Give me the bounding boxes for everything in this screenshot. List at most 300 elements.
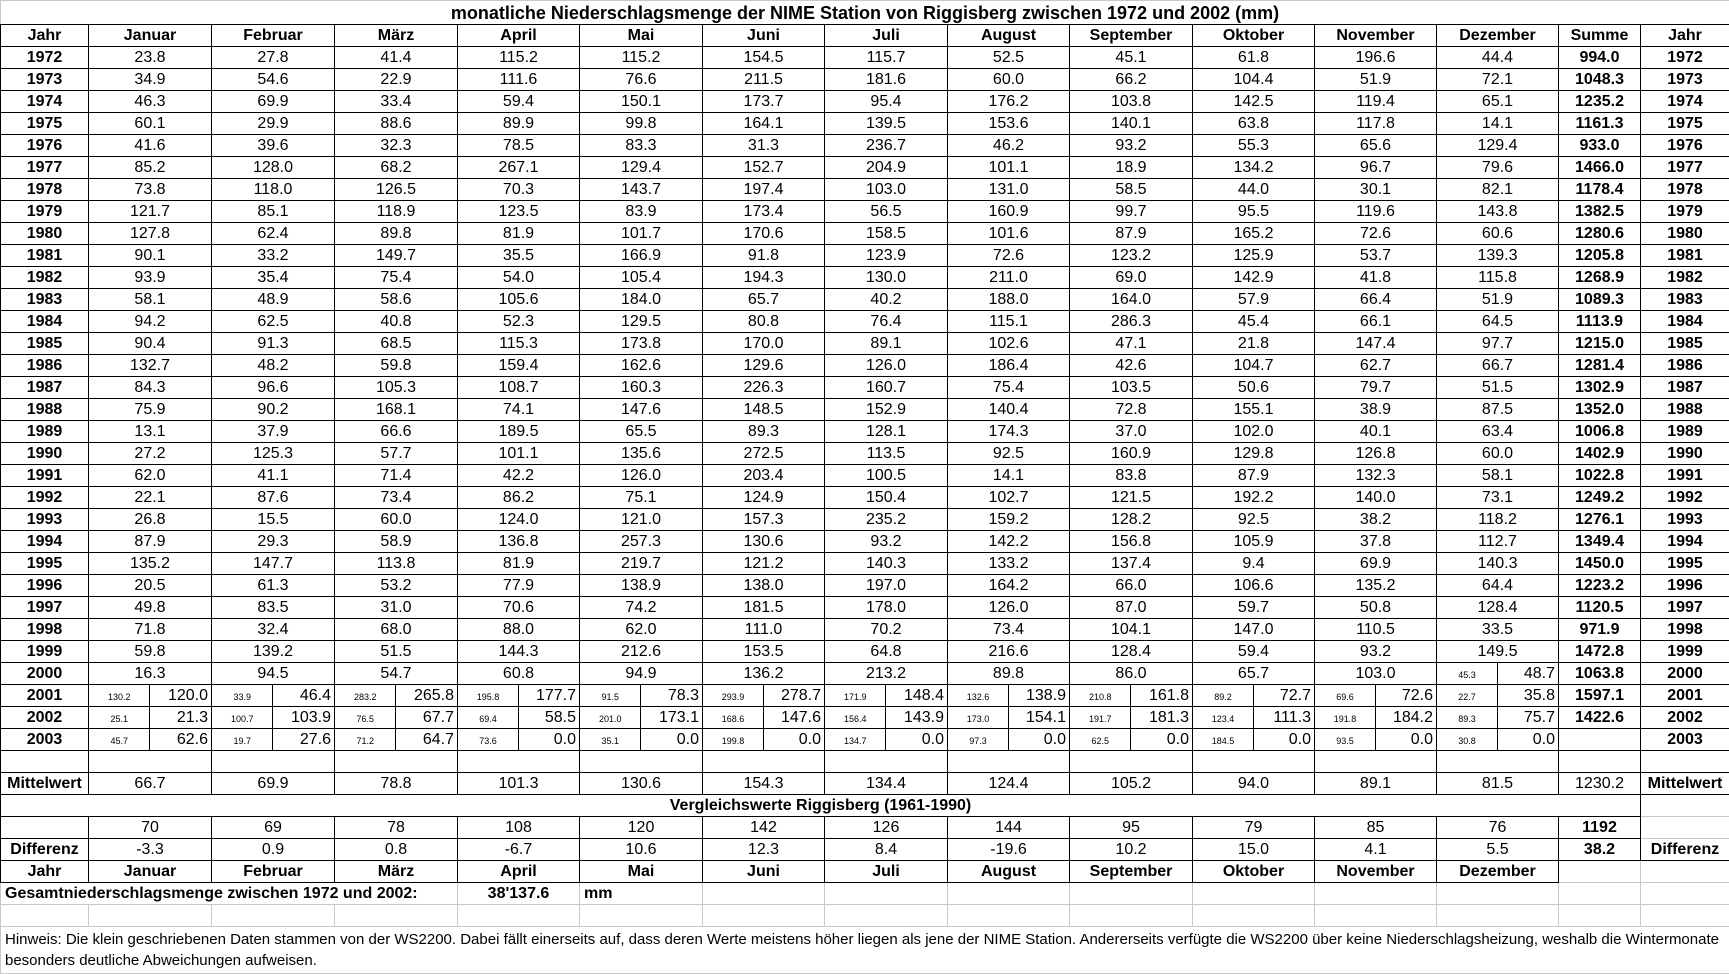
value-cell[interactable]: 26.8 <box>89 509 212 531</box>
empty-cell[interactable] <box>1437 905 1559 927</box>
value-cell[interactable]: 140.4 <box>948 399 1070 421</box>
value-cell[interactable]: 64.5 <box>1437 311 1559 333</box>
value-cell[interactable]: 54.7 <box>335 663 458 685</box>
difference-cell[interactable]: 0.8 <box>335 839 458 861</box>
empty-cell[interactable] <box>1641 817 1729 839</box>
value-cell[interactable]: 105.3 <box>335 377 458 399</box>
value-cell[interactable]: 118.2 <box>1437 509 1559 531</box>
value-cell[interactable]: 129.8 <box>1193 443 1315 465</box>
value-cell[interactable]: 159.2 <box>948 509 1070 531</box>
value-cell[interactable]: 101.1 <box>948 157 1070 179</box>
value-cell[interactable]: 96.7 <box>1315 157 1437 179</box>
value-cell[interactable]: 105.6 <box>458 289 580 311</box>
value-cell[interactable]: 131.0 <box>948 179 1070 201</box>
reference-cell[interactable]: 142 <box>703 817 825 839</box>
empty-cell[interactable] <box>1 905 89 927</box>
sum-cell[interactable]: 1450.0 <box>1559 553 1641 575</box>
value-cell[interactable]: 9.4 <box>1193 553 1315 575</box>
value-cell[interactable]: 13.1 <box>89 421 212 443</box>
value-cell[interactable]: 103.8 <box>1070 91 1193 113</box>
value-cell[interactable]: 90.1 <box>89 245 212 267</box>
value-cell[interactable]: 128.4 <box>1437 597 1559 619</box>
value-cell[interactable]: 164.2 <box>948 575 1070 597</box>
year-cell[interactable]: 1973 <box>1 69 89 91</box>
value-cell[interactable]: 128.0 <box>212 157 335 179</box>
empty-cell[interactable] <box>89 905 212 927</box>
value-cell[interactable]: 135.6 <box>580 443 703 465</box>
value-cell[interactable]: 65.7 <box>703 289 825 311</box>
split-value-cell[interactable] <box>948 685 1070 707</box>
value-cell[interactable]: 37.9 <box>212 421 335 443</box>
value-cell[interactable]: 59.8 <box>89 641 212 663</box>
value-cell[interactable]: 132.7 <box>89 355 212 377</box>
value-cell[interactable]: 62.4 <box>212 223 335 245</box>
value-cell[interactable]: 60.0 <box>1437 443 1559 465</box>
value-cell[interactable]: 119.4 <box>1315 91 1437 113</box>
sum-cell[interactable]: 971.9 <box>1559 619 1641 641</box>
value-cell[interactable]: 47.1 <box>1070 333 1193 355</box>
year-cell[interactable]: 1980 <box>1641 223 1729 245</box>
value-cell[interactable]: 89.3 <box>703 421 825 443</box>
value-cell[interactable]: 51.5 <box>1437 377 1559 399</box>
value-cell[interactable]: 31.0 <box>335 597 458 619</box>
value-cell[interactable]: 22.9 <box>335 69 458 91</box>
split-value-cell[interactable] <box>89 707 212 729</box>
value-cell[interactable]: 83.3 <box>580 135 703 157</box>
value-cell[interactable]: 267.1 <box>458 157 580 179</box>
split-value-cell[interactable] <box>580 707 703 729</box>
value-cell[interactable]: 152.9 <box>825 399 948 421</box>
mean-cell[interactable]: 94.0 <box>1193 773 1315 795</box>
mean-cell[interactable]: 101.3 <box>458 773 580 795</box>
value-cell[interactable]: 40.1 <box>1315 421 1437 443</box>
value-cell[interactable]: 96.6 <box>212 377 335 399</box>
value-cell[interactable]: 45.1 <box>1070 47 1193 69</box>
value-cell[interactable]: 42.6 <box>1070 355 1193 377</box>
year-cell[interactable]: 1982 <box>1 267 89 289</box>
value-cell[interactable]: 130.6 <box>703 531 825 553</box>
year-cell[interactable]: 2002 <box>1641 707 1729 729</box>
sum-cell[interactable]: 1466.0 <box>1559 157 1641 179</box>
reference-cell[interactable]: 69 <box>212 817 335 839</box>
value-cell[interactable]: 65.7 <box>1193 663 1315 685</box>
value-cell[interactable]: 111.0 <box>703 619 825 641</box>
difference-cell[interactable]: 0.9 <box>212 839 335 861</box>
value-cell[interactable]: 159.4 <box>458 355 580 377</box>
empty-cell[interactable] <box>1559 905 1641 927</box>
value-cell[interactable]: 140.3 <box>825 553 948 575</box>
empty-cell[interactable] <box>1 817 89 839</box>
year-cell[interactable]: 1987 <box>1 377 89 399</box>
value-cell[interactable]: 72.6 <box>1315 223 1437 245</box>
value-cell[interactable]: 56.5 <box>825 201 948 223</box>
value-cell[interactable]: 60.1 <box>89 113 212 135</box>
value-cell[interactable]: 77.9 <box>458 575 580 597</box>
value-cell[interactable]: 55.3 <box>1193 135 1315 157</box>
difference-cell[interactable]: -19.6 <box>948 839 1070 861</box>
split-value-cell[interactable] <box>1315 729 1437 751</box>
value-cell[interactable]: 72.8 <box>1070 399 1193 421</box>
year-cell[interactable]: 1984 <box>1 311 89 333</box>
mean-cell[interactable]: 78.8 <box>335 773 458 795</box>
empty-cell[interactable] <box>1070 751 1193 773</box>
year-cell[interactable]: 1981 <box>1641 245 1729 267</box>
year-cell[interactable]: 1995 <box>1 553 89 575</box>
value-cell[interactable]: 94.2 <box>89 311 212 333</box>
sum-cell[interactable]: 1089.3 <box>1559 289 1641 311</box>
sum-cell[interactable]: 1120.5 <box>1559 597 1641 619</box>
year-cell[interactable]: 1982 <box>1641 267 1729 289</box>
sum-cell[interactable]: 1268.9 <box>1559 267 1641 289</box>
empty-cell[interactable] <box>1641 751 1729 773</box>
value-cell[interactable]: 75.4 <box>335 267 458 289</box>
mean-cell[interactable]: 81.5 <box>1437 773 1559 795</box>
year-cell[interactable]: 1997 <box>1641 597 1729 619</box>
value-cell[interactable]: 61.3 <box>212 575 335 597</box>
sum-cell[interactable]: 1382.5 <box>1559 201 1641 223</box>
value-cell[interactable]: 41.8 <box>1315 267 1437 289</box>
value-cell[interactable]: 63.4 <box>1437 421 1559 443</box>
year-cell[interactable]: 1975 <box>1 113 89 135</box>
split-value-cell[interactable] <box>825 707 948 729</box>
value-cell[interactable]: 16.3 <box>89 663 212 685</box>
value-cell[interactable]: 59.7 <box>1193 597 1315 619</box>
sum-cell[interactable]: 1113.9 <box>1559 311 1641 333</box>
empty-cell[interactable] <box>1070 883 1193 905</box>
split-value-cell[interactable] <box>1193 685 1315 707</box>
value-cell[interactable]: 15.5 <box>212 509 335 531</box>
year-cell[interactable]: 1998 <box>1641 619 1729 641</box>
empty-cell[interactable] <box>458 751 580 773</box>
year-cell[interactable]: 1979 <box>1 201 89 223</box>
value-cell[interactable]: 75.1 <box>580 487 703 509</box>
split-value-cell[interactable] <box>89 685 212 707</box>
value-cell[interactable]: 128.4 <box>1070 641 1193 663</box>
value-cell[interactable]: 60.6 <box>1437 223 1559 245</box>
value-cell[interactable]: 132.3 <box>1315 465 1437 487</box>
value-cell[interactable]: 92.5 <box>948 443 1070 465</box>
value-cell[interactable]: 33.2 <box>212 245 335 267</box>
value-cell[interactable]: 65.5 <box>580 421 703 443</box>
value-cell[interactable]: 140.3 <box>1437 553 1559 575</box>
value-cell[interactable]: 153.6 <box>948 113 1070 135</box>
value-cell[interactable]: 58.9 <box>335 531 458 553</box>
split-value-cell[interactable] <box>89 729 212 751</box>
mean-cell[interactable]: 124.4 <box>948 773 1070 795</box>
reference-cell[interactable]: 70 <box>89 817 212 839</box>
value-cell[interactable]: 189.5 <box>458 421 580 443</box>
sum-cell[interactable]: 1422.6 <box>1559 707 1641 729</box>
empty-cell[interactable] <box>825 883 948 905</box>
value-cell[interactable]: 134.2 <box>1193 157 1315 179</box>
difference-cell[interactable]: 10.2 <box>1070 839 1193 861</box>
year-cell[interactable]: 2002 <box>1 707 89 729</box>
value-cell[interactable]: 160.9 <box>948 201 1070 223</box>
split-value-cell[interactable] <box>1193 729 1315 751</box>
sum-cell[interactable]: 1006.8 <box>1559 421 1641 443</box>
value-cell[interactable]: 18.9 <box>1070 157 1193 179</box>
reference-cell[interactable]: 95 <box>1070 817 1193 839</box>
value-cell[interactable]: 33.4 <box>335 91 458 113</box>
value-cell[interactable]: 130.0 <box>825 267 948 289</box>
sum-cell[interactable]: 1223.2 <box>1559 575 1641 597</box>
value-cell[interactable]: 23.8 <box>89 47 212 69</box>
value-cell[interactable]: 41.4 <box>335 47 458 69</box>
value-cell[interactable]: 75.4 <box>948 377 1070 399</box>
value-cell[interactable]: 124.0 <box>458 509 580 531</box>
gesamt-value[interactable]: 38'137.6 <box>458 883 580 905</box>
empty-cell[interactable] <box>825 905 948 927</box>
value-cell[interactable]: 52.5 <box>948 47 1070 69</box>
split-value-cell[interactable] <box>1437 663 1559 685</box>
year-cell[interactable]: 1992 <box>1 487 89 509</box>
value-cell[interactable]: 58.1 <box>1437 465 1559 487</box>
value-cell[interactable]: 103.0 <box>1315 663 1437 685</box>
value-cell[interactable]: 21.8 <box>1193 333 1315 355</box>
sum-cell[interactable]: 1215.0 <box>1559 333 1641 355</box>
value-cell[interactable]: 115.1 <box>948 311 1070 333</box>
split-value-cell[interactable] <box>825 685 948 707</box>
empty-cell[interactable] <box>1641 795 1729 817</box>
empty-cell[interactable] <box>1070 905 1193 927</box>
year-cell[interactable]: 1981 <box>1 245 89 267</box>
value-cell[interactable]: 174.3 <box>948 421 1070 443</box>
value-cell[interactable]: 29.3 <box>212 531 335 553</box>
value-cell[interactable]: 157.3 <box>703 509 825 531</box>
value-cell[interactable]: 37.0 <box>1070 421 1193 443</box>
value-cell[interactable]: 39.6 <box>212 135 335 157</box>
value-cell[interactable]: 138.9 <box>580 575 703 597</box>
mean-cell[interactable]: 105.2 <box>1070 773 1193 795</box>
year-cell[interactable]: 1991 <box>1 465 89 487</box>
value-cell[interactable]: 53.2 <box>335 575 458 597</box>
value-cell[interactable]: 126.8 <box>1315 443 1437 465</box>
value-cell[interactable]: 89.8 <box>335 223 458 245</box>
value-cell[interactable]: 164.0 <box>1070 289 1193 311</box>
value-cell[interactable]: 102.7 <box>948 487 1070 509</box>
split-value-cell[interactable] <box>458 729 580 751</box>
value-cell[interactable]: 89.1 <box>825 333 948 355</box>
value-cell[interactable]: 41.1 <box>212 465 335 487</box>
value-cell[interactable]: 94.5 <box>212 663 335 685</box>
year-cell[interactable]: 1985 <box>1 333 89 355</box>
value-cell[interactable]: 93.2 <box>825 531 948 553</box>
value-cell[interactable]: 66.1 <box>1315 311 1437 333</box>
year-cell[interactable]: 1985 <box>1641 333 1729 355</box>
value-cell[interactable]: 118.0 <box>212 179 335 201</box>
value-cell[interactable]: 129.5 <box>580 311 703 333</box>
year-cell[interactable]: 1978 <box>1641 179 1729 201</box>
value-cell[interactable]: 72.6 <box>948 245 1070 267</box>
value-cell[interactable]: 65.1 <box>1437 91 1559 113</box>
value-cell[interactable]: 160.7 <box>825 377 948 399</box>
sum-cell[interactable]: 1402.9 <box>1559 443 1641 465</box>
year-cell[interactable]: 1996 <box>1 575 89 597</box>
empty-cell[interactable] <box>1315 905 1437 927</box>
split-value-cell[interactable] <box>1315 685 1437 707</box>
value-cell[interactable]: 155.1 <box>1193 399 1315 421</box>
value-cell[interactable]: 139.3 <box>1437 245 1559 267</box>
value-cell[interactable]: 58.5 <box>1070 179 1193 201</box>
value-cell[interactable]: 93.2 <box>1070 135 1193 157</box>
empty-cell[interactable] <box>1315 883 1437 905</box>
year-cell[interactable]: 1988 <box>1 399 89 421</box>
difference-cell[interactable]: 8.4 <box>825 839 948 861</box>
value-cell[interactable]: 37.8 <box>1315 531 1437 553</box>
value-cell[interactable]: 86.0 <box>1070 663 1193 685</box>
value-cell[interactable]: 150.1 <box>580 91 703 113</box>
value-cell[interactable]: 74.2 <box>580 597 703 619</box>
value-cell[interactable]: 123.2 <box>1070 245 1193 267</box>
difference-cell[interactable]: 5.5 <box>1437 839 1559 861</box>
value-cell[interactable]: 22.1 <box>89 487 212 509</box>
value-cell[interactable]: 149.5 <box>1437 641 1559 663</box>
year-cell[interactable]: 1989 <box>1641 421 1729 443</box>
value-cell[interactable]: 170.6 <box>703 223 825 245</box>
value-cell[interactable]: 80.8 <box>703 311 825 333</box>
sum-cell[interactable]: 1276.1 <box>1559 509 1641 531</box>
value-cell[interactable]: 184.0 <box>580 289 703 311</box>
year-cell[interactable]: 1999 <box>1 641 89 663</box>
value-cell[interactable]: 147.6 <box>580 399 703 421</box>
value-cell[interactable]: 73.4 <box>948 619 1070 641</box>
value-cell[interactable]: 29.9 <box>212 113 335 135</box>
year-cell[interactable]: 1972 <box>1641 47 1729 69</box>
value-cell[interactable]: 35.5 <box>458 245 580 267</box>
value-cell[interactable]: 121.0 <box>580 509 703 531</box>
value-cell[interactable]: 115.2 <box>458 47 580 69</box>
year-cell[interactable]: 1990 <box>1641 443 1729 465</box>
value-cell[interactable]: 126.0 <box>825 355 948 377</box>
value-cell[interactable]: 235.2 <box>825 509 948 531</box>
value-cell[interactable]: 87.6 <box>212 487 335 509</box>
value-cell[interactable]: 143.8 <box>1437 201 1559 223</box>
reference-cell[interactable]: 144 <box>948 817 1070 839</box>
value-cell[interactable]: 59.8 <box>335 355 458 377</box>
value-cell[interactable]: 128.2 <box>1070 509 1193 531</box>
value-cell[interactable]: 110.5 <box>1315 619 1437 641</box>
value-cell[interactable]: 70.6 <box>458 597 580 619</box>
year-cell[interactable]: 1975 <box>1641 113 1729 135</box>
value-cell[interactable]: 59.4 <box>458 91 580 113</box>
empty-cell[interactable] <box>1641 883 1729 905</box>
value-cell[interactable]: 117.8 <box>1315 113 1437 135</box>
value-cell[interactable]: 76.6 <box>580 69 703 91</box>
sum-cell[interactable] <box>1559 729 1641 751</box>
year-cell[interactable]: 1993 <box>1641 509 1729 531</box>
value-cell[interactable]: 14.1 <box>1437 113 1559 135</box>
value-cell[interactable]: 44.4 <box>1437 47 1559 69</box>
value-cell[interactable]: 86.2 <box>458 487 580 509</box>
year-cell[interactable]: 1979 <box>1641 201 1729 223</box>
value-cell[interactable]: 142.2 <box>948 531 1070 553</box>
empty-cell[interactable] <box>1193 751 1315 773</box>
value-cell[interactable]: 66.7 <box>1437 355 1559 377</box>
value-cell[interactable]: 236.7 <box>825 135 948 157</box>
value-cell[interactable]: 115.3 <box>458 333 580 355</box>
value-cell[interactable]: 113.5 <box>825 443 948 465</box>
year-cell[interactable]: 1993 <box>1 509 89 531</box>
value-cell[interactable]: 14.1 <box>948 465 1070 487</box>
value-cell[interactable]: 162.6 <box>580 355 703 377</box>
split-value-cell[interactable] <box>1315 707 1437 729</box>
empty-cell[interactable] <box>1437 751 1559 773</box>
value-cell[interactable]: 123.9 <box>825 245 948 267</box>
value-cell[interactable]: 166.9 <box>580 245 703 267</box>
value-cell[interactable]: 38.9 <box>1315 399 1437 421</box>
value-cell[interactable]: 32.4 <box>212 619 335 641</box>
year-cell[interactable]: 2001 <box>1 685 89 707</box>
value-cell[interactable]: 192.2 <box>1193 487 1315 509</box>
value-cell[interactable]: 66.2 <box>1070 69 1193 91</box>
value-cell[interactable]: 70.3 <box>458 179 580 201</box>
sum-cell[interactable]: 1205.8 <box>1559 245 1641 267</box>
value-cell[interactable]: 124.9 <box>703 487 825 509</box>
year-cell[interactable]: 1976 <box>1 135 89 157</box>
value-cell[interactable]: 79.7 <box>1315 377 1437 399</box>
value-cell[interactable]: 272.5 <box>703 443 825 465</box>
value-cell[interactable]: 85.2 <box>89 157 212 179</box>
mean-cell[interactable]: 69.9 <box>212 773 335 795</box>
value-cell[interactable]: 54.0 <box>458 267 580 289</box>
value-cell[interactable]: 93.2 <box>1315 641 1437 663</box>
value-cell[interactable]: 40.2 <box>825 289 948 311</box>
value-cell[interactable]: 40.8 <box>335 311 458 333</box>
split-value-cell[interactable] <box>335 685 458 707</box>
value-cell[interactable]: 139.2 <box>212 641 335 663</box>
split-value-cell[interactable] <box>335 707 458 729</box>
value-cell[interactable]: 66.4 <box>1315 289 1437 311</box>
year-cell[interactable]: 2003 <box>1641 729 1729 751</box>
reference-cell[interactable]: 79 <box>1193 817 1315 839</box>
empty-cell[interactable] <box>703 883 825 905</box>
value-cell[interactable]: 57.9 <box>1193 289 1315 311</box>
value-cell[interactable]: 156.8 <box>1070 531 1193 553</box>
sum-cell[interactable]: 1048.3 <box>1559 69 1641 91</box>
empty-cell[interactable] <box>1 751 89 773</box>
value-cell[interactable]: 99.8 <box>580 113 703 135</box>
value-cell[interactable]: 52.3 <box>458 311 580 333</box>
year-cell[interactable]: 1977 <box>1 157 89 179</box>
reference-sum-cell[interactable]: 1192 <box>1559 817 1641 839</box>
value-cell[interactable]: 76.4 <box>825 311 948 333</box>
value-cell[interactable]: 46.2 <box>948 135 1070 157</box>
value-cell[interactable]: 105.4 <box>580 267 703 289</box>
value-cell[interactable]: 150.4 <box>825 487 948 509</box>
value-cell[interactable]: 82.1 <box>1437 179 1559 201</box>
year-cell[interactable]: 2001 <box>1641 685 1729 707</box>
value-cell[interactable]: 113.8 <box>335 553 458 575</box>
value-cell[interactable]: 196.6 <box>1315 47 1437 69</box>
value-cell[interactable]: 85.1 <box>212 201 335 223</box>
split-value-cell[interactable] <box>948 729 1070 751</box>
empty-cell[interactable] <box>1315 751 1437 773</box>
value-cell[interactable]: 90.2 <box>212 399 335 421</box>
empty-cell[interactable] <box>212 751 335 773</box>
value-cell[interactable]: 154.5 <box>703 47 825 69</box>
split-value-cell[interactable] <box>948 707 1070 729</box>
value-cell[interactable]: 102.0 <box>1193 421 1315 443</box>
value-cell[interactable]: 181.5 <box>703 597 825 619</box>
value-cell[interactable]: 203.4 <box>703 465 825 487</box>
mean-cell[interactable]: 89.1 <box>1315 773 1437 795</box>
value-cell[interactable]: 136.8 <box>458 531 580 553</box>
value-cell[interactable]: 60.0 <box>335 509 458 531</box>
split-value-cell[interactable] <box>703 707 825 729</box>
empty-cell[interactable] <box>1193 905 1315 927</box>
split-value-cell[interactable] <box>335 729 458 751</box>
value-cell[interactable]: 27.8 <box>212 47 335 69</box>
